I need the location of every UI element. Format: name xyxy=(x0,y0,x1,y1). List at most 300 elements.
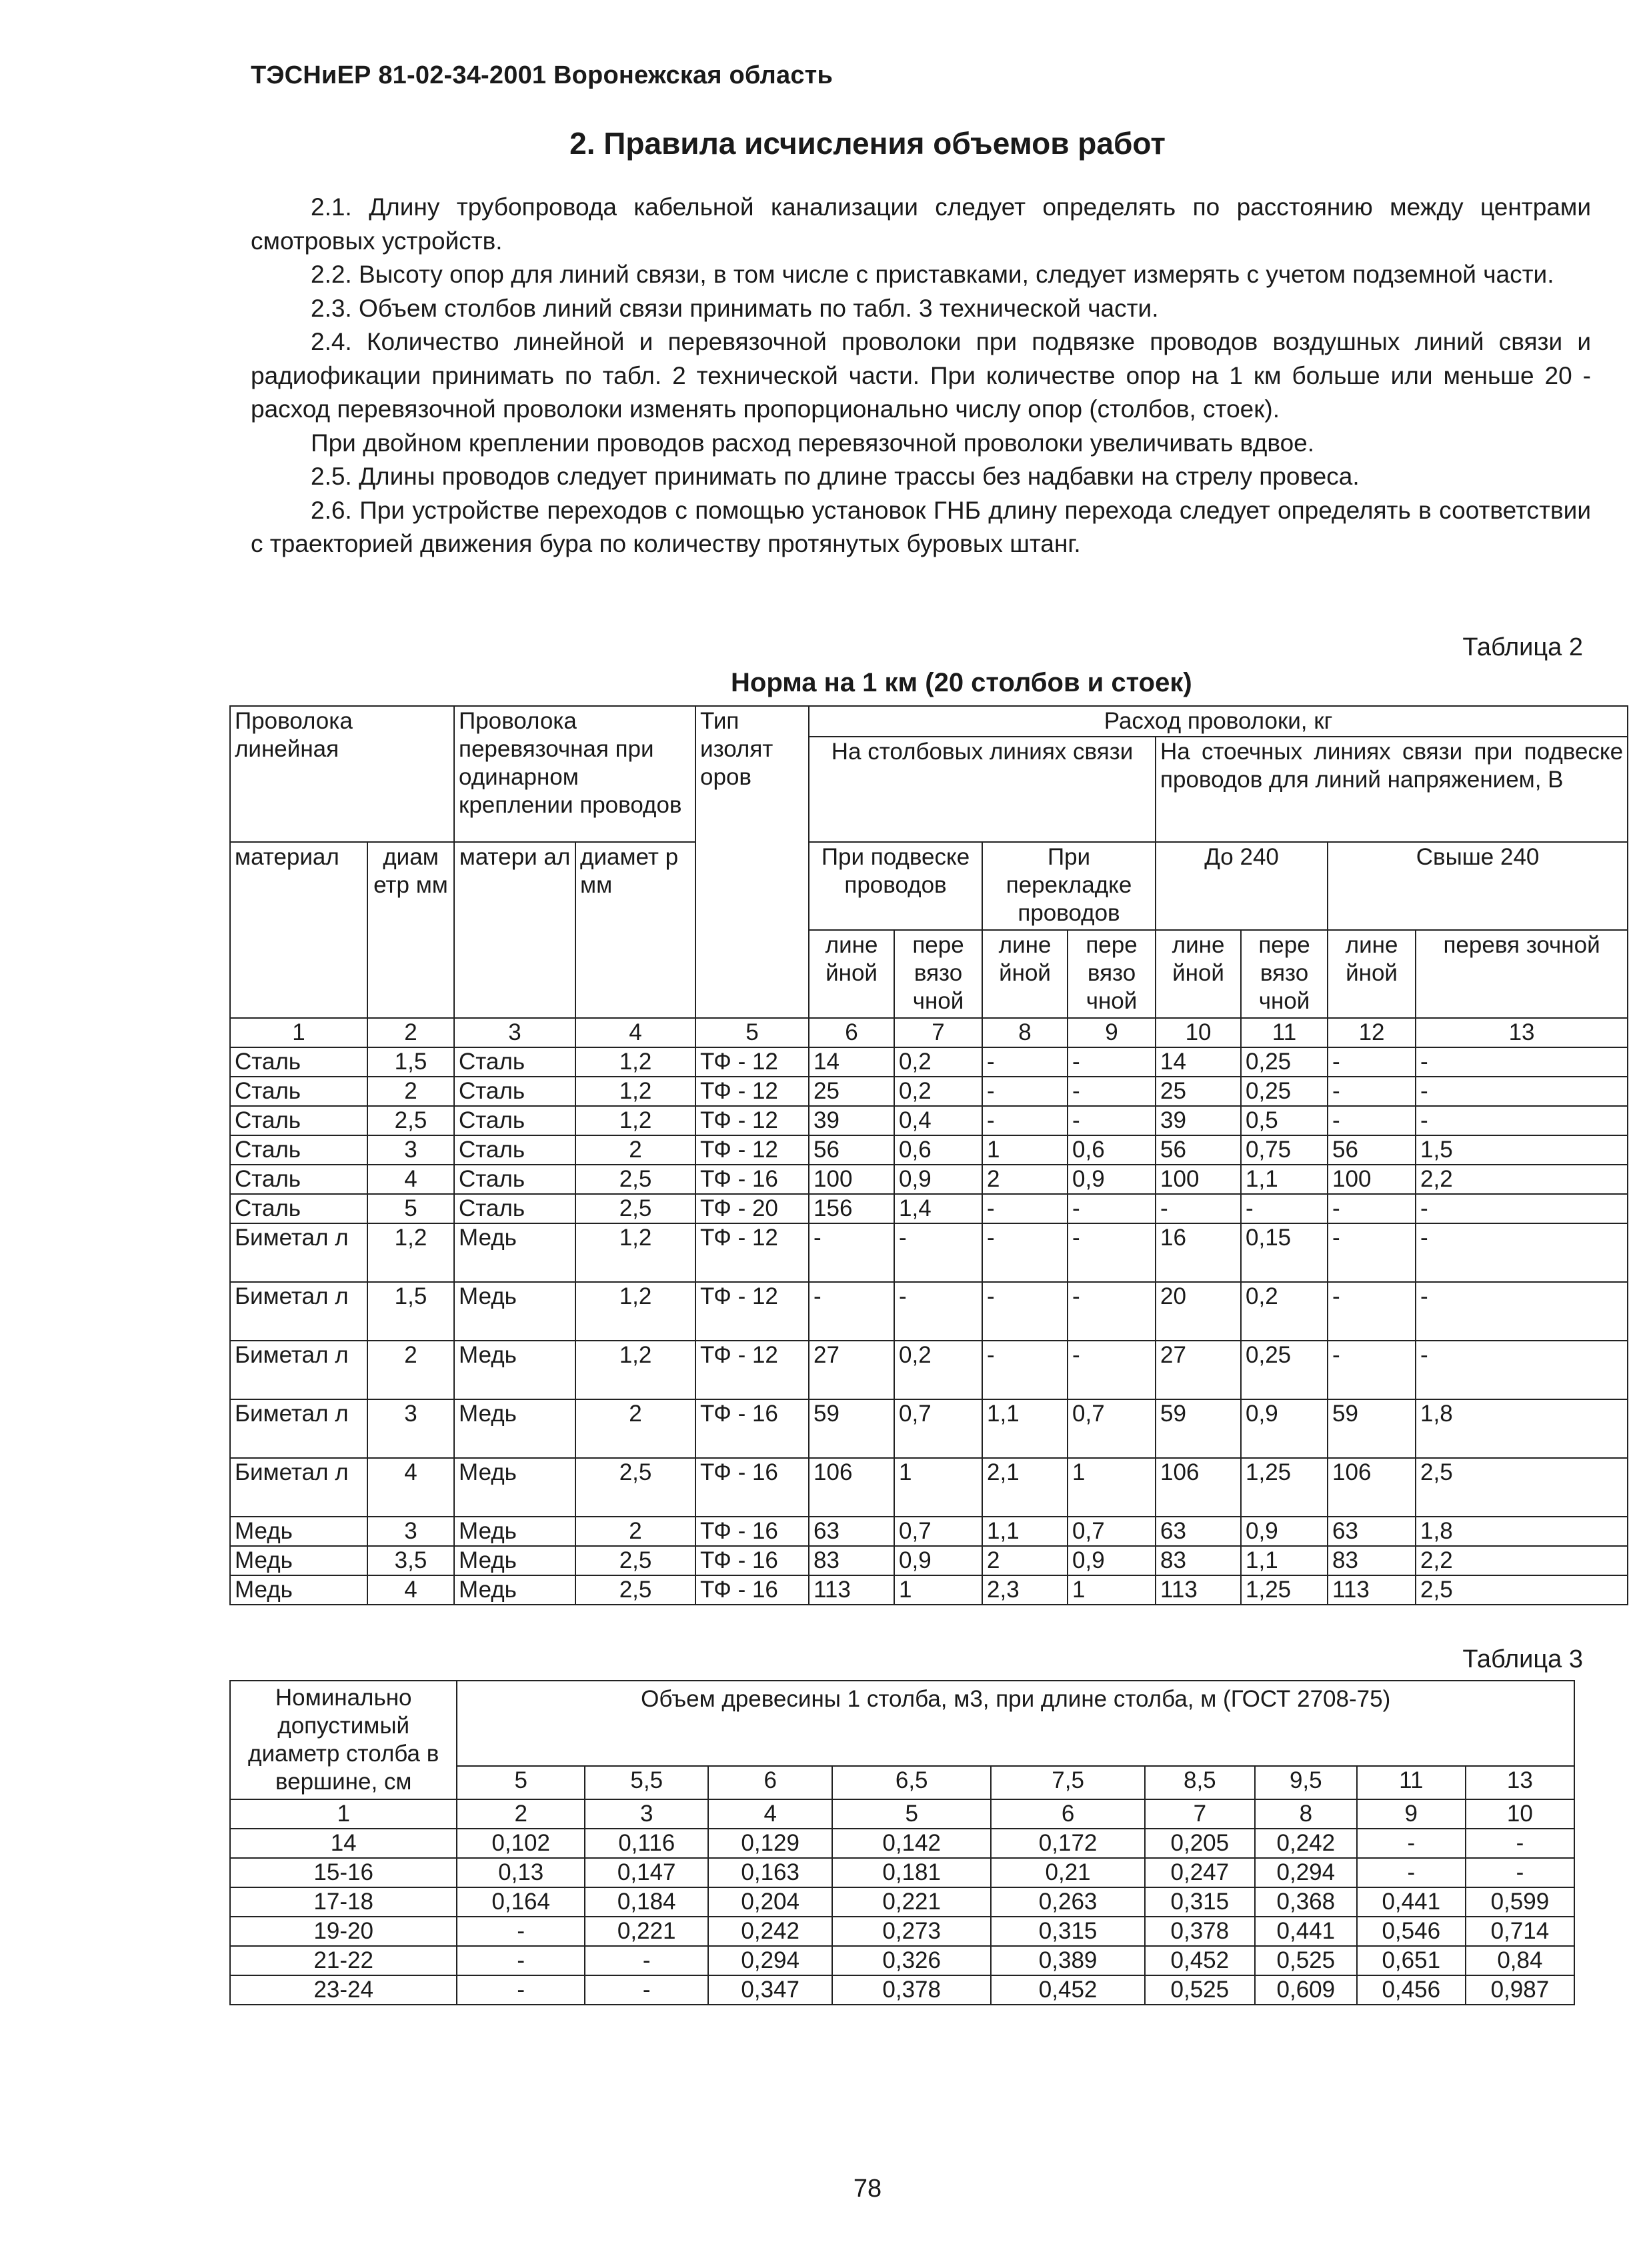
table-cell: - xyxy=(1416,1047,1628,1077)
table-cell: - xyxy=(1068,1194,1156,1223)
table-cell: 0,7 xyxy=(1068,1517,1156,1546)
table-row xyxy=(230,1546,1628,1575)
table-cell: 0,25 xyxy=(1241,1341,1328,1399)
table-cell: 2,2 xyxy=(1416,1165,1628,1194)
table-cell: 0,9 xyxy=(894,1546,982,1575)
table-cell: 0,441 xyxy=(1255,1917,1357,1946)
table-cell: 3 xyxy=(367,1399,454,1458)
header-tie: пере вязо чной xyxy=(1241,930,1328,1018)
table-cell: 2,5 xyxy=(575,1546,695,1575)
paragraph: 2.5. Длины проводов следует принимать по длине трассы без надбавки на стрелу провеса. xyxy=(311,463,1360,490)
table-cell: - xyxy=(457,1946,585,1975)
table-cell: 1,5 xyxy=(1416,1135,1628,1165)
table-cell: 2 xyxy=(575,1135,695,1165)
table-cell: 2,5 xyxy=(1416,1575,1628,1605)
table-cell: 83 xyxy=(1328,1546,1416,1575)
table-cell: 1,1 xyxy=(1241,1546,1328,1575)
pole-volume-table xyxy=(229,1680,1575,2005)
paragraph: 2.2. Высоту опор для линий связи, в том числе с приставками, следует измерять с учетом подземной части. xyxy=(311,261,1554,288)
table-cell: 59 xyxy=(1156,1399,1241,1458)
table-row xyxy=(230,1946,1574,1975)
table-cell: - xyxy=(457,1975,585,2005)
table-cell: ТФ - 12 xyxy=(695,1047,809,1077)
table-cell: - xyxy=(585,1946,708,1975)
table-cell: 0,2 xyxy=(894,1077,982,1106)
table-row xyxy=(230,1917,1574,1946)
table-cell: - xyxy=(1466,1858,1574,1887)
table-row xyxy=(230,1194,1628,1223)
table-cell: 39 xyxy=(1156,1106,1241,1135)
table-cell: - xyxy=(1068,1282,1156,1341)
column-number-row xyxy=(230,1799,1574,1829)
table-cell: 2,1 xyxy=(982,1458,1068,1517)
table-cell: 0,163 xyxy=(708,1858,832,1887)
table-cell: 0,7 xyxy=(894,1517,982,1546)
table-header-row xyxy=(230,842,1628,930)
table-cell: ТФ - 12 xyxy=(695,1135,809,1165)
table-cell: 0,294 xyxy=(1255,1858,1357,1887)
header-length: 5 xyxy=(457,1766,585,1799)
header-suspension: При подвеске проводов xyxy=(809,842,982,930)
table-cell: 0,6 xyxy=(894,1135,982,1165)
table-cell: - xyxy=(1466,1829,1574,1858)
table-cell: 0,2 xyxy=(894,1341,982,1399)
column-number: 4 xyxy=(708,1799,832,1829)
table-cell: 0,273 xyxy=(832,1917,991,1946)
wire-consumption-table xyxy=(229,705,1628,1605)
table-body xyxy=(230,1018,1628,1605)
table-cell: 1,2 xyxy=(575,1047,695,1077)
table-cell: 0,184 xyxy=(585,1887,708,1917)
table-cell: Медь xyxy=(454,1341,575,1399)
table-cell: - xyxy=(1068,1047,1156,1077)
table-cell: 106 xyxy=(1156,1458,1241,1517)
table-cell: 0,142 xyxy=(832,1829,991,1858)
table-cell: 0,368 xyxy=(1255,1887,1357,1917)
table-cell: 0,7 xyxy=(1068,1399,1156,1458)
table-cell: - xyxy=(982,1341,1068,1399)
table-cell: - xyxy=(809,1223,894,1282)
table-cell: - xyxy=(1328,1194,1416,1223)
table-cell: 2,5 xyxy=(575,1194,695,1223)
table2-title: Норма на 1 км (20 столбов и стоек) xyxy=(731,668,1192,697)
header-transfer: При перекладке проводов xyxy=(982,842,1156,930)
table-cell: Сталь xyxy=(230,1047,367,1077)
table-cell: 0,116 xyxy=(585,1829,708,1858)
table-cell: Сталь xyxy=(230,1106,367,1135)
table-cell: 27 xyxy=(809,1341,894,1399)
header-length: 13 xyxy=(1466,1766,1574,1799)
table-cell: 4 xyxy=(367,1575,454,1605)
table-cell: 106 xyxy=(1328,1458,1416,1517)
table-cell: 0,347 xyxy=(708,1975,832,2005)
column-number: 6 xyxy=(991,1799,1144,1829)
table-cell: 0,247 xyxy=(1145,1858,1255,1887)
table-cell: 1,2 xyxy=(575,1106,695,1135)
table-cell: 1 xyxy=(1068,1458,1156,1517)
table-cell: 2 xyxy=(367,1341,454,1399)
paragraph: 2.3. Объем столбов линий связи принимать по табл. 3 технической части. xyxy=(311,294,1159,322)
table-cell: 17-18 xyxy=(230,1887,457,1917)
header-consumption: Расход проволоки, кг xyxy=(809,706,1628,737)
table-cell: 83 xyxy=(1156,1546,1241,1575)
table-cell: - xyxy=(894,1223,982,1282)
table-cell: 2,2 xyxy=(1416,1546,1628,1575)
table-cell: ТФ - 16 xyxy=(695,1546,809,1575)
table-cell: 0,181 xyxy=(832,1858,991,1887)
table-cell: 1,5 xyxy=(367,1047,454,1077)
table-cell: 0,242 xyxy=(708,1917,832,1946)
table-row xyxy=(230,1575,1628,1605)
table-cell: - xyxy=(1328,1341,1416,1399)
header-insulator-type: Тип изолят оров xyxy=(695,706,809,1018)
header-rack-lines: На стоечных линиях связи при подвеске проводов для линий напряжением, В xyxy=(1156,737,1628,842)
table-cell: 3 xyxy=(367,1135,454,1165)
table-cell: 0,147 xyxy=(585,1858,708,1887)
table-cell: 1,2 xyxy=(575,1223,695,1282)
table-cell: 2,5 xyxy=(1416,1458,1628,1517)
table-cell: 1,25 xyxy=(1241,1575,1328,1605)
table-cell: 113 xyxy=(809,1575,894,1605)
table-cell: - xyxy=(894,1282,982,1341)
table-cell: 0,9 xyxy=(1068,1165,1156,1194)
paragraph: 2.6. При устройстве переходов с помощью установок ГНБ длину перехода следует определять в соответствии с траекторией движения бура по количеству протянутых буровых штанг. xyxy=(251,496,1591,557)
table-cell: 5 xyxy=(367,1194,454,1223)
table-cell: Сталь xyxy=(230,1077,367,1106)
table-row xyxy=(230,1975,1574,2005)
table-cell: 2 xyxy=(367,1077,454,1106)
table-cell: 0,164 xyxy=(457,1887,585,1917)
table-cell: 1,2 xyxy=(367,1223,454,1282)
table-cell: 0,315 xyxy=(991,1917,1144,1946)
header-length: 5,5 xyxy=(585,1766,708,1799)
header-nominal-diameter: Номинально допустимый диаметр столба в вершине, см xyxy=(230,1681,457,1799)
table-cell: Биметал л xyxy=(230,1282,367,1341)
column-number: 4 xyxy=(575,1018,695,1047)
table-row xyxy=(230,1458,1628,1517)
table-cell: Медь xyxy=(230,1575,367,1605)
table-cell: 2,3 xyxy=(982,1575,1068,1605)
table-cell: ТФ - 12 xyxy=(695,1282,809,1341)
table-cell: 2,5 xyxy=(575,1575,695,1605)
table-cell: - xyxy=(457,1917,585,1946)
table-row xyxy=(230,1341,1628,1399)
table-cell: - xyxy=(1328,1223,1416,1282)
table-cell: 25 xyxy=(809,1077,894,1106)
column-number: 5 xyxy=(695,1018,809,1047)
table-cell: 3,5 xyxy=(367,1546,454,1575)
table-cell: 0,546 xyxy=(1357,1917,1466,1946)
table-cell: 0,84 xyxy=(1466,1946,1574,1975)
header-tie-wire: Проволока перевязочная при одинарном креплении проводов xyxy=(454,706,695,842)
table-cell: 0,9 xyxy=(894,1165,982,1194)
table-cell: - xyxy=(1068,1106,1156,1135)
table-cell: - xyxy=(1416,1194,1628,1223)
header-linear: лине йной xyxy=(982,930,1068,1018)
table-cell: 0,452 xyxy=(1145,1946,1255,1975)
table-cell: - xyxy=(1241,1194,1328,1223)
paragraph: При двойном креплении проводов расход перевязочной проволоки увеличивать вдвое. xyxy=(311,429,1315,457)
table-cell: Сталь xyxy=(454,1194,575,1223)
table-cell: - xyxy=(1416,1077,1628,1106)
column-number: 11 xyxy=(1241,1018,1328,1047)
table-header-row xyxy=(230,1681,1574,1766)
table-cell: 1,2 xyxy=(575,1282,695,1341)
table-cell: 0,9 xyxy=(1241,1399,1328,1458)
table-cell: 0,9 xyxy=(1068,1546,1156,1575)
column-number: 8 xyxy=(982,1018,1068,1047)
table-cell: 56 xyxy=(1328,1135,1416,1165)
table-cell: - xyxy=(1328,1282,1416,1341)
column-number: 2 xyxy=(367,1018,454,1047)
table-cell: 1,4 xyxy=(894,1194,982,1223)
table-cell: 0,7 xyxy=(894,1399,982,1458)
table-cell: 63 xyxy=(1328,1517,1416,1546)
table-cell: Сталь xyxy=(230,1135,367,1165)
table-cell: 2,5 xyxy=(367,1106,454,1135)
table-cell: 19-20 xyxy=(230,1917,457,1946)
header-length: 6 xyxy=(708,1766,832,1799)
table-cell: 0,221 xyxy=(832,1887,991,1917)
table-cell: ТФ - 16 xyxy=(695,1575,809,1605)
column-number: 10 xyxy=(1466,1799,1574,1829)
table-cell: ТФ - 16 xyxy=(695,1399,809,1458)
table3-caption: Таблица 3 xyxy=(1462,1645,1583,1673)
table-cell: 0,6 xyxy=(1068,1135,1156,1165)
table-cell: 1,2 xyxy=(575,1077,695,1106)
header-length: 6,5 xyxy=(832,1766,991,1799)
header-length: 7,5 xyxy=(991,1766,1144,1799)
table-cell: Сталь xyxy=(454,1135,575,1165)
table-cell: 0,75 xyxy=(1241,1135,1328,1165)
table-cell: 56 xyxy=(1156,1135,1241,1165)
table-cell: 0,102 xyxy=(457,1829,585,1858)
table-cell: - xyxy=(982,1106,1068,1135)
table-cell: 2 xyxy=(575,1517,695,1546)
table-cell: 27 xyxy=(1156,1341,1241,1399)
header-tie: пере вязо чной xyxy=(894,930,982,1018)
table-cell: - xyxy=(1328,1077,1416,1106)
table-cell: 0,599 xyxy=(1466,1887,1574,1917)
table-cell: 0,525 xyxy=(1145,1975,1255,2005)
table-cell: 0,2 xyxy=(1241,1282,1328,1341)
column-number: 10 xyxy=(1156,1018,1241,1047)
table-cell: 0,263 xyxy=(991,1887,1144,1917)
table-cell: 1,5 xyxy=(367,1282,454,1341)
table-cell: 156 xyxy=(809,1194,894,1223)
table-cell: 0,452 xyxy=(991,1975,1144,2005)
table-row xyxy=(230,1858,1574,1887)
table-cell: 0,2 xyxy=(894,1047,982,1077)
section-body xyxy=(251,191,1591,561)
table-row xyxy=(230,1106,1628,1135)
table-cell: Сталь xyxy=(230,1165,367,1194)
table-cell: - xyxy=(982,1223,1068,1282)
table-cell: 1,8 xyxy=(1416,1517,1628,1546)
table-cell: 113 xyxy=(1156,1575,1241,1605)
table-cell: Медь xyxy=(454,1399,575,1458)
table-cell: 0,456 xyxy=(1357,1975,1466,2005)
table-cell: 4 xyxy=(367,1458,454,1517)
table-row xyxy=(230,1077,1628,1106)
table-cell: - xyxy=(585,1975,708,2005)
table-cell: Медь xyxy=(230,1546,367,1575)
table-cell: Медь xyxy=(454,1517,575,1546)
table-cell: ТФ - 16 xyxy=(695,1165,809,1194)
table-cell: Сталь xyxy=(454,1106,575,1135)
header-material: матери ал xyxy=(454,842,575,1018)
table-cell: 0,9 xyxy=(1241,1517,1328,1546)
table-cell: 3 xyxy=(367,1517,454,1546)
document-header: ТЭСНиЕР 81-02-34-2001 Воронежская область xyxy=(251,61,834,89)
table-cell: Биметал л xyxy=(230,1223,367,1282)
table-cell: 100 xyxy=(1156,1165,1241,1194)
table-cell: Медь xyxy=(454,1282,575,1341)
table-cell: - xyxy=(1416,1106,1628,1135)
column-number: 2 xyxy=(457,1799,585,1829)
table-cell: 0,129 xyxy=(708,1829,832,1858)
column-number: 7 xyxy=(1145,1799,1255,1829)
table-cell: Биметал л xyxy=(230,1458,367,1517)
table-cell: ТФ - 20 xyxy=(695,1194,809,1223)
table-cell: ТФ - 12 xyxy=(695,1223,809,1282)
table-cell: 1 xyxy=(894,1458,982,1517)
table-header-row xyxy=(230,706,1628,737)
table-cell: 16 xyxy=(1156,1223,1241,1282)
column-number: 12 xyxy=(1328,1018,1416,1047)
table-cell: 1,1 xyxy=(982,1517,1068,1546)
table-cell: 1,1 xyxy=(1241,1165,1328,1194)
table-cell: 14 xyxy=(230,1829,457,1858)
table-cell: Медь xyxy=(230,1517,367,1546)
table-body xyxy=(230,1799,1574,2005)
table-cell: 23-24 xyxy=(230,1975,457,2005)
column-number: 13 xyxy=(1416,1018,1628,1047)
table-cell: 0,5 xyxy=(1241,1106,1328,1135)
table-cell: - xyxy=(982,1047,1068,1077)
table-cell: 0,525 xyxy=(1255,1946,1357,1975)
table-cell: ТФ - 16 xyxy=(695,1517,809,1546)
table-cell: Сталь xyxy=(454,1077,575,1106)
table-cell: 0,15 xyxy=(1241,1223,1328,1282)
table-cell: 59 xyxy=(1328,1399,1416,1458)
table-cell: - xyxy=(1156,1194,1241,1223)
table-cell: Медь xyxy=(454,1546,575,1575)
table-row xyxy=(230,1047,1628,1077)
table-cell: 0,378 xyxy=(832,1975,991,2005)
header-tie: пере вязо чной xyxy=(1068,930,1156,1018)
table-cell: - xyxy=(1416,1223,1628,1282)
table-cell: - xyxy=(1328,1047,1416,1077)
table-cell: 0,242 xyxy=(1255,1829,1357,1858)
table-cell: 4 xyxy=(367,1165,454,1194)
column-number: 8 xyxy=(1255,1799,1357,1829)
table-cell: - xyxy=(1328,1106,1416,1135)
table-cell: 1 xyxy=(894,1575,982,1605)
table-cell: 0,389 xyxy=(991,1946,1144,1975)
table-cell: 2 xyxy=(575,1399,695,1458)
table-cell: ТФ - 12 xyxy=(695,1106,809,1135)
table-cell: 2 xyxy=(982,1165,1068,1194)
table-row xyxy=(230,1135,1628,1165)
table-cell: 0,294 xyxy=(708,1946,832,1975)
table-cell: 83 xyxy=(809,1546,894,1575)
table-cell: 15-16 xyxy=(230,1858,457,1887)
table-cell: 0,326 xyxy=(832,1946,991,1975)
header-linear: лине йной xyxy=(1328,930,1416,1018)
table-row xyxy=(230,1399,1628,1458)
header-pole-lines: На столбовых линиях связи xyxy=(809,737,1156,842)
table-cell: 0,221 xyxy=(585,1917,708,1946)
table-cell: 39 xyxy=(809,1106,894,1135)
header-diameter: диамет р мм xyxy=(575,842,695,1018)
table-cell: 0,172 xyxy=(991,1829,1144,1858)
table-cell: - xyxy=(1068,1223,1156,1282)
table-cell: Медь xyxy=(454,1223,575,1282)
header-diameter: диам етр мм xyxy=(367,842,454,1018)
header-tie: перевя зочной xyxy=(1416,930,1628,1018)
table-row xyxy=(230,1517,1628,1546)
column-number: 5 xyxy=(832,1799,991,1829)
table-cell: 21-22 xyxy=(230,1946,457,1975)
table-cell: 100 xyxy=(1328,1165,1416,1194)
table2-caption: Таблица 2 xyxy=(1462,633,1583,661)
table-cell: 59 xyxy=(809,1399,894,1458)
table-cell: 56 xyxy=(809,1135,894,1165)
header-linear-wire: Проволока линейная xyxy=(230,706,454,842)
table-cell: 14 xyxy=(1156,1047,1241,1077)
header-volume: Объем древесины 1 столба, м3, при длине столба, м (ГОСТ 2708-75) xyxy=(457,1681,1574,1766)
table-cell: 0,651 xyxy=(1357,1946,1466,1975)
table-cell: 0,378 xyxy=(1145,1917,1255,1946)
table-cell: - xyxy=(1068,1077,1156,1106)
column-number: 6 xyxy=(809,1018,894,1047)
table-cell: 0,4 xyxy=(894,1106,982,1135)
table-cell: - xyxy=(1357,1858,1466,1887)
table-cell: 1,1 xyxy=(982,1399,1068,1458)
section-title: 2. Правила исчисления объемов работ xyxy=(569,126,1166,161)
header-length: 9,5 xyxy=(1255,1766,1357,1799)
table-cell: 2,5 xyxy=(575,1165,695,1194)
table-row xyxy=(230,1165,1628,1194)
header-linear: лине йной xyxy=(1156,930,1241,1018)
table-cell: 113 xyxy=(1328,1575,1416,1605)
header-material: материал xyxy=(230,842,367,1018)
table-cell: 1,2 xyxy=(575,1341,695,1399)
table-cell: 0,204 xyxy=(708,1887,832,1917)
table-cell: Биметал л xyxy=(230,1399,367,1458)
column-number-row xyxy=(230,1018,1628,1047)
table-cell: ТФ - 16 xyxy=(695,1458,809,1517)
header-linear: лине йной xyxy=(809,930,894,1018)
table-cell: 0,25 xyxy=(1241,1077,1328,1106)
column-number: 1 xyxy=(230,1018,367,1047)
table-cell: 2,5 xyxy=(575,1458,695,1517)
table-cell: Медь xyxy=(454,1575,575,1605)
column-number: 3 xyxy=(585,1799,708,1829)
page-number: 78 xyxy=(853,2175,882,2203)
table-cell: 0,13 xyxy=(457,1858,585,1887)
table-cell: - xyxy=(809,1282,894,1341)
column-number: 1 xyxy=(230,1799,457,1829)
table-cell: 0,21 xyxy=(991,1858,1144,1887)
column-number: 9 xyxy=(1068,1018,1156,1047)
table-cell: Сталь xyxy=(454,1047,575,1077)
table-cell: 2 xyxy=(982,1546,1068,1575)
header-upto240: До 240 xyxy=(1156,842,1328,930)
table-cell: 106 xyxy=(809,1458,894,1517)
table-cell: - xyxy=(1416,1282,1628,1341)
